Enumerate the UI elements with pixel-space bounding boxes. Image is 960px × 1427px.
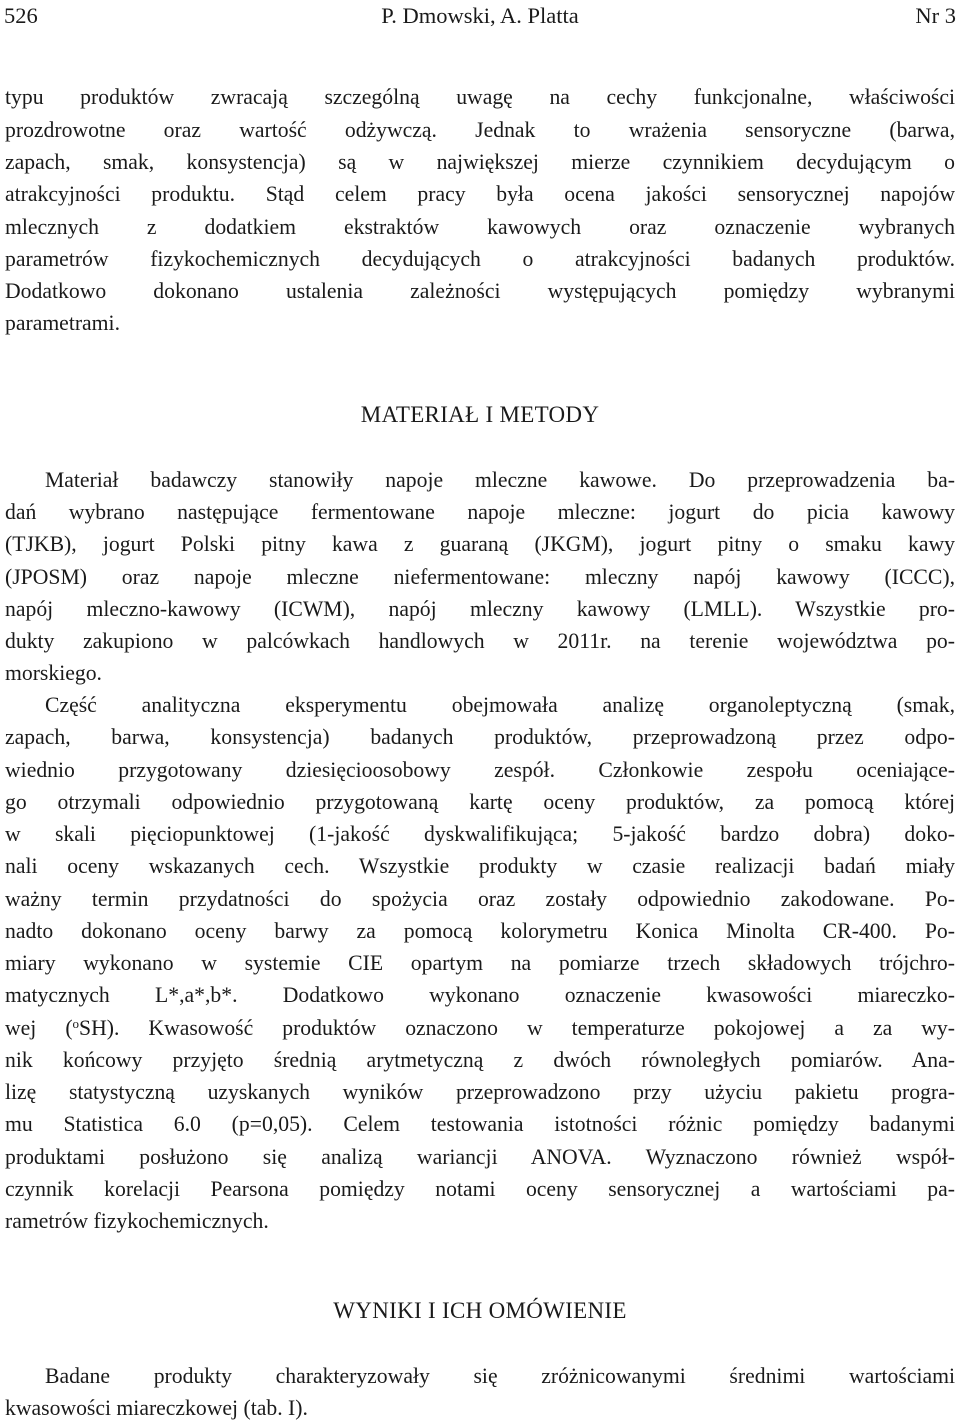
text-fragment: wej ( <box>5 1016 73 1040</box>
text-line: (JPOSM) oraz napoje mleczne niefermentowane: mleczny napój kawowy (ICCC), <box>5 565 955 589</box>
text-line: (TJKB), jogurt Polski pitny kawa z guaraną (JKGM), jogurt pitny o smaku kawy <box>5 532 955 556</box>
running-header <box>4 2 956 30</box>
text-line: parametrów fizykochemicznych decydujących o atrakcyjności badanych produktów. <box>5 247 955 271</box>
text-line: parametrami. <box>5 311 121 335</box>
text-line: Część analityczna eksperymentu obejmowała analizę organoleptyczną (smak, <box>45 693 955 717</box>
section-heading-results: WYNIKI I ICH OMÓWIENIE <box>333 1298 627 1323</box>
text-line: kwasowości miareczkowej (tab. I). <box>5 1396 308 1420</box>
text-line: matycznych L*,a*,b*. Dodatkowo wykonano oznaczenie kwasowości miareczko- <box>5 983 955 1007</box>
page-number: 526 <box>4 3 38 28</box>
text-line <box>5 1013 955 1043</box>
text-line: wiednio przygotowany dziesięcioosobowy zespół. Członkowie zespołu oceniające- <box>5 758 955 782</box>
text-line: go otrzymali odpowiednio przygotowaną kartę oceny produktów, za pomocą której <box>5 790 955 814</box>
text-line: atrakcyjności produktu. Stąd celem pracy była ocena jakości sensorycznej napojów <box>5 182 955 206</box>
text-line: ważny termin przydatności do spożycia oraz zostały odpowiednio zakodowane. Po- <box>5 887 955 911</box>
text-line: nali oceny wskazanych cech. Wszystkie produkty w czasie realizacji badań miały <box>5 854 955 878</box>
text-line: prozdrowotne oraz wartość odżywczą. Jednak to wrażenia sensoryczne (barwa, <box>5 118 955 142</box>
text-line: dań wybrano następujące fermentowane napoje mleczne: jogurt do picia kawowy <box>5 500 955 524</box>
text-line: napój mleczno-kawowy (ICWM), napój mleczny kawowy (LMLL). Wszystkie pro- <box>5 597 955 621</box>
text-line: czynnik korelacji Pearsona pomiędzy notami oceny sensorycznej a wartościami pa- <box>5 1177 955 1201</box>
text-line: miary wykonano w systemie CIE opartym na pomiarze trzech składowych trójchro- <box>5 951 955 975</box>
issue-number: Nr 3 <box>915 3 956 28</box>
text-line: dukty zakupiono w palcówkach handlowych w 2011r. na terenie województwa po- <box>5 629 955 653</box>
text-line: Dodatkowo dokonano ustalenia zależności występujących pomiędzy wybranymi <box>5 279 955 303</box>
text-line: w skali pięciopunktowej (1-jakość dyskwalifikująca; 5-jakość bardzo dobra) doko- <box>5 822 955 846</box>
text-line: zapach, smak, konsystencja) są w największej mierze czynnikiem decydującym o <box>5 150 955 174</box>
running-title-authors: P. Dmowski, A. Platta <box>381 3 579 28</box>
text-fragment: SH). Kwasowość produktów oznaczono w temperaturze pokojowej a za wy- <box>79 1016 955 1040</box>
text-line: rametrów fizykochemicznych. <box>5 1209 269 1233</box>
text-line: nik końcowy przyjęto średnią arytmetyczną z dwóch równoległych pomiarów. Ana- <box>5 1048 955 1072</box>
section-heading-methods: MATERIAŁ I METODY <box>360 402 600 427</box>
text-line: Badane produkty charakteryzowały się zróżnicowanymi średnimi wartościami <box>45 1364 955 1388</box>
text-line: typu produktów zwracają szczególną uwagę na cechy funkcjonalne, właściwości <box>5 85 955 109</box>
text-line: zapach, barwa, konsystencja) badanych produktów, przeprowadzoną przez odpo- <box>5 725 955 749</box>
text-line: nadto dokonano oceny barwy za pomocą kolorymetru Konica Minolta CR-400. Po- <box>5 919 955 943</box>
text-line: mu Statistica 6.0 (p=0,05). Celem testowania istotności różnic pomiędzy badanymi <box>5 1112 955 1136</box>
text-line: mlecznych z dodatkiem ekstraktów kawowych oraz oznaczenie wybranych <box>5 215 955 239</box>
text-line: Materiał badawczy stanowiły napoje mleczne kawowe. Do przeprowadzenia ba- <box>45 468 955 492</box>
text-line: lizę statystyczną uzyskanych wyników przeprowadzono przy użyciu pakietu progra- <box>5 1080 955 1104</box>
text-line: morskiego. <box>5 661 102 685</box>
text-line: produktami posłużono się analizą wariancji ANOVA. Wyznaczono również współ- <box>5 1145 955 1169</box>
degree-superscript: o <box>72 1016 80 1031</box>
